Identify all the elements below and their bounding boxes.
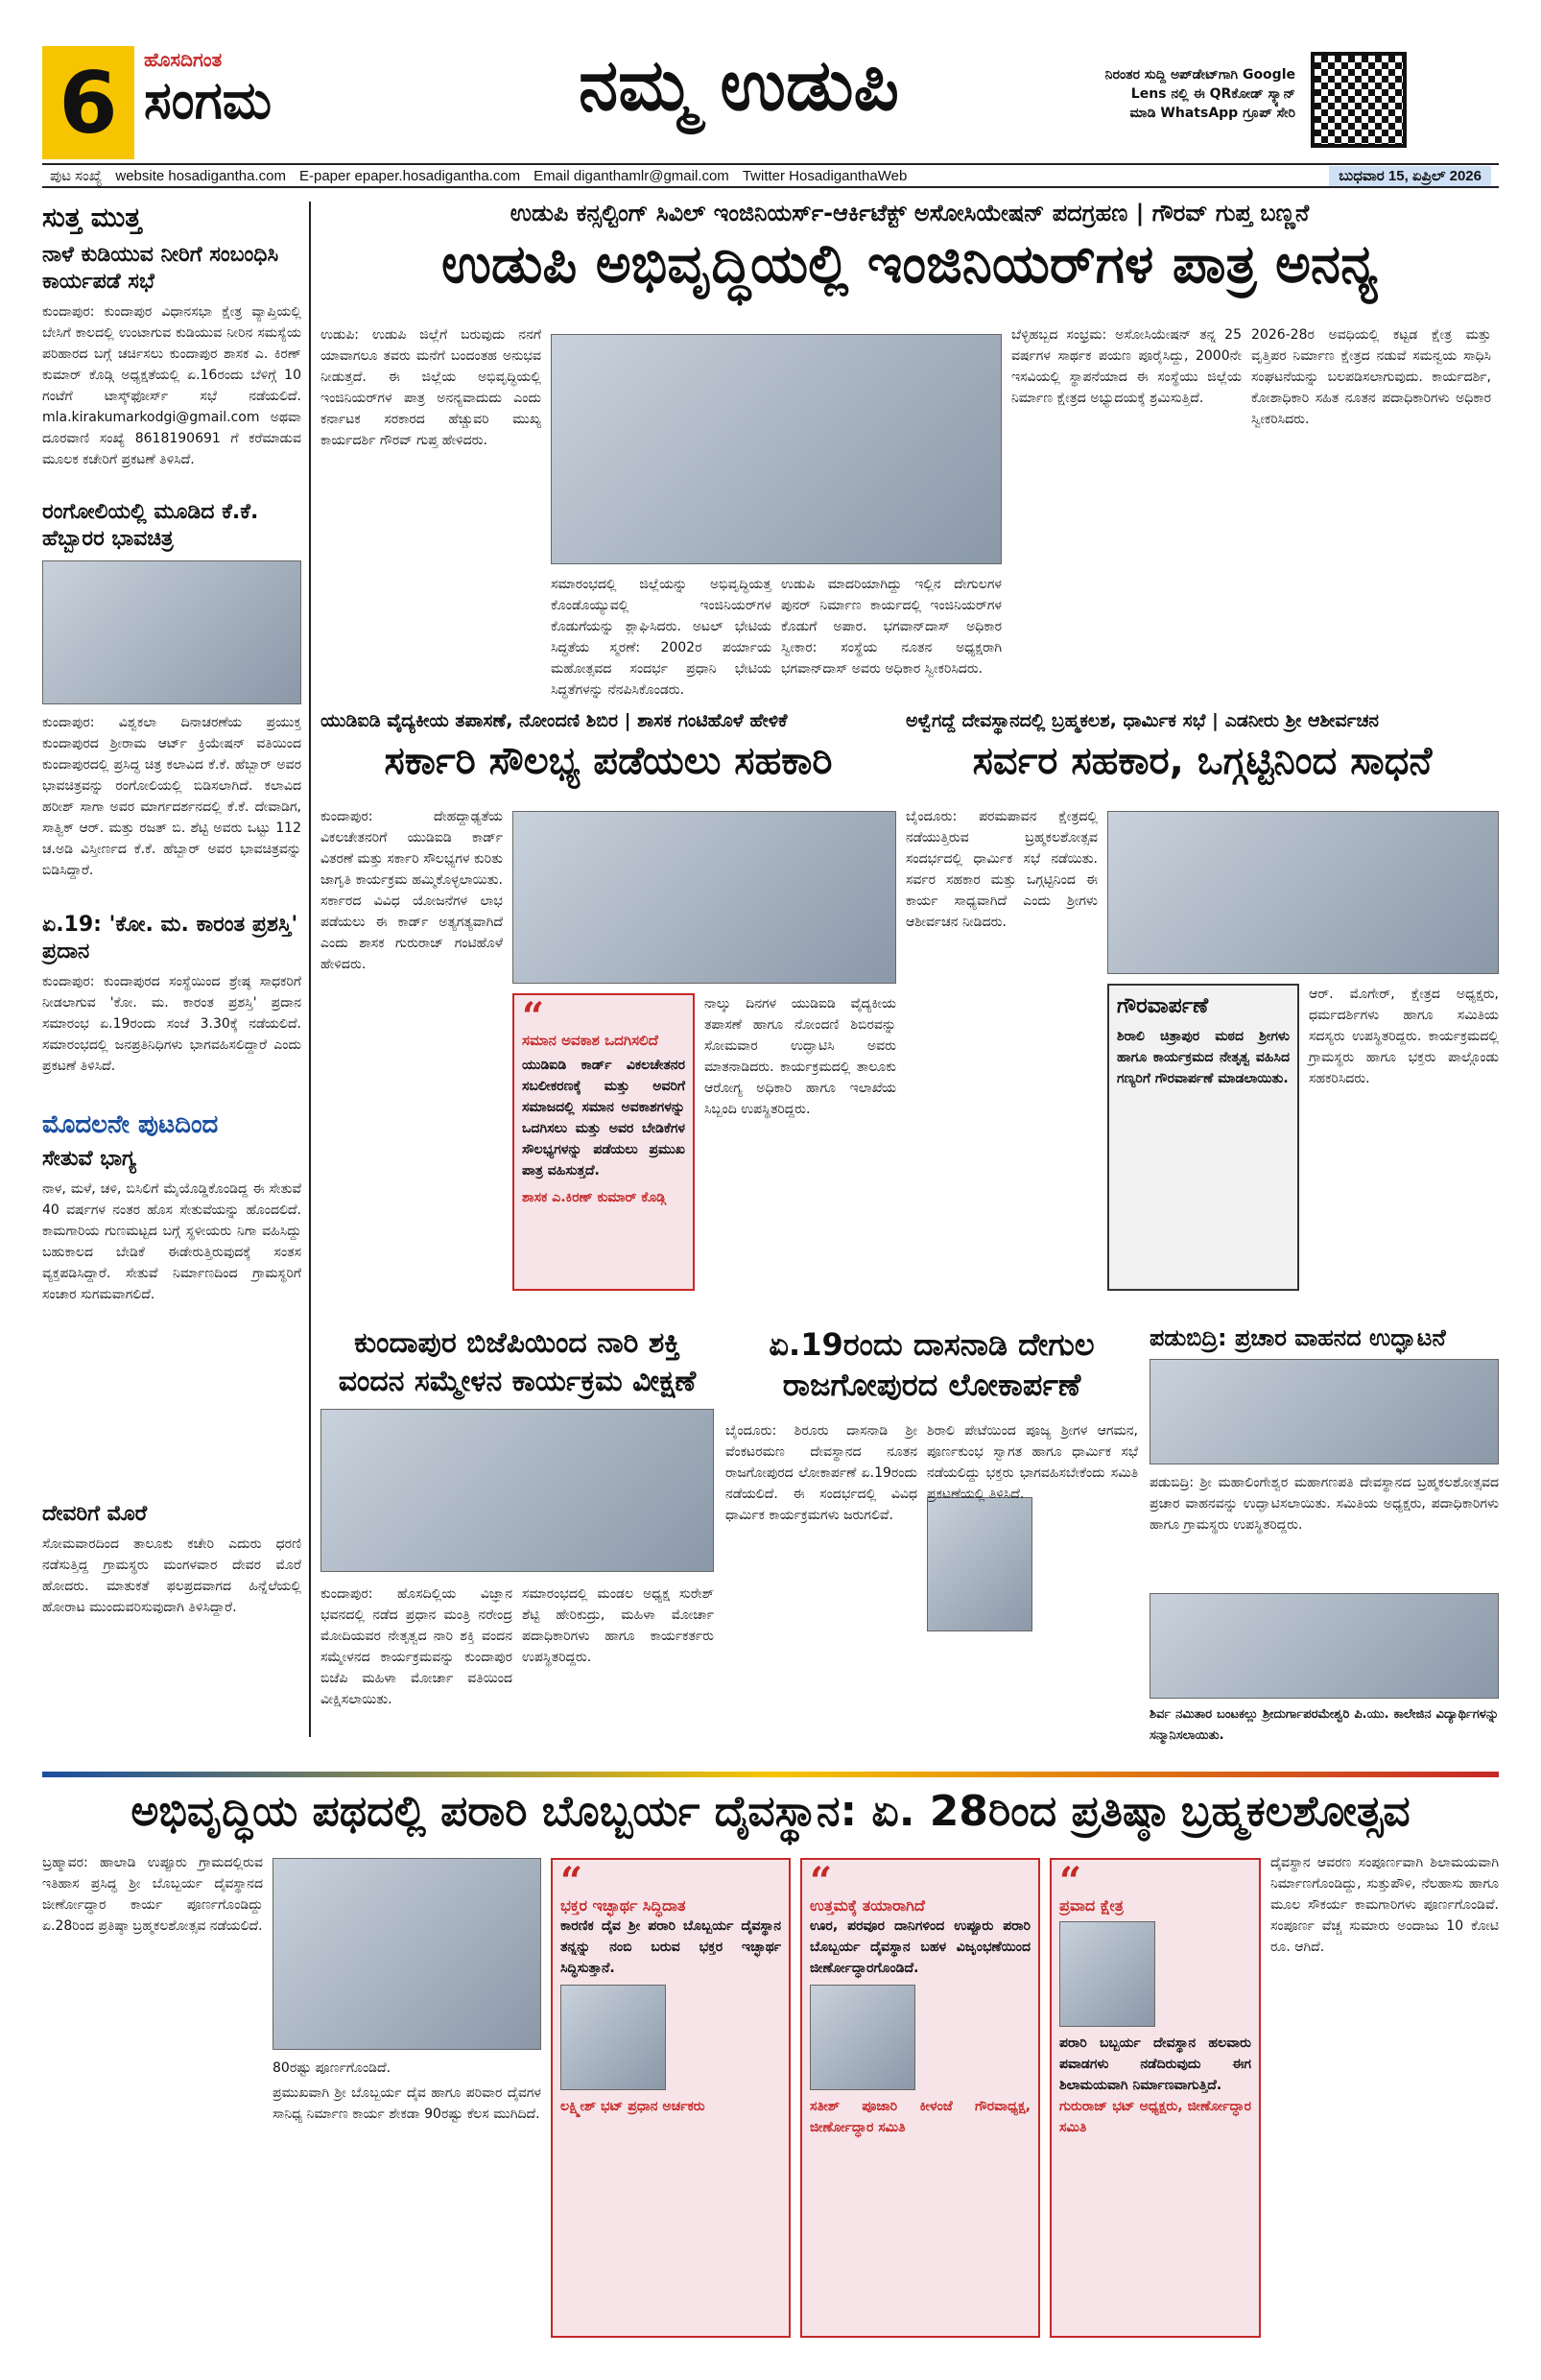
low3-c1: ಪಡುಬಿದ್ರಿ: ಶ್ರೀ ಮಹಾಲಿಂಗೇಶ್ವರ ಮಹಾಗಣಪತಿ ದೇವಸ್ಥಾನದ ಬ್ರಹ್ಮಕಲಶೋತ್ಸವದ ಪ್ರಚಾರ ವಾಹನವನ್ನು ಉದ್ಘಾಟಿಸಲಾಯಿತು. ಸಮಿತಿಯ ಅಧ್ಯಕ್ಷರು, ಪದಾಧಿಕಾರಿಗಳು ಹಾಗೂ ಗ್ರಾಮಸ್ಥರು ಉಪಸ್ಥಿತರಿದ್ದರು.: [1150, 1475, 1499, 1533]
twitter-link[interactable]: Twitter HosadiganthaWeb: [742, 167, 908, 184]
mid1-quote-box: [512, 993, 695, 1291]
low-story-1: [320, 1324, 714, 1756]
left-h3: ಏ.19: 'ಕೋ. ಮ. ಕಾರಂತ ಪ್ರಶಸ್ತಿ' ಪ್ರದಾನ: [42, 913, 298, 964]
top-headline: ಉಡುಪಿ ಅಭಿವೃದ್ಧಿಯಲ್ಲಿ ಇಂಜಿನಿಯರ್‌ಗಳ ಪಾತ್ರ ಅನನ್ಯ: [441, 233, 1378, 296]
low1-c1: ಕುಂದಾಪುರ: ಹೊಸದಿಲ್ಲಿಯ ವಿಜ್ಞಾನ ಭವನದಲ್ಲಿ ನಡೆದ ಪ್ರಧಾನ ಮಂತ್ರಿ ನರೇಂದ್ರ ಮೋದಿಯವರ ನೇತೃತ್ವದ ನಾರಿ ಶಕ್ತಿ ವಂದನ ಸಮ್ಮೇಳನದ ಕಾರ್ಯಕ್ರಮವನ್ನು ಕುಂದಾಪುರ ಬಿಜೆಪಿ ಮಹಿಳಾ ಮೋರ್ಚಾ ವತಿಯಿಂದ ವೀಕ್ಷಿಸಲಾಯಿತು.: [320, 1586, 512, 1707]
top-c3: ಉಡುಪಿ ಮಾದರಿಯಾಗಿದ್ದು ಇಲ್ಲಿನ ದೇಗುಲಗಳ ಪುನರ್ ನಿರ್ಮಾಣ ಕಾರ್ಯದಲ್ಲಿ ಇಂಜಿನಿಯರ್‌ಗಳ ಕೊಡುಗೆ ಅಪಾರ. ಭಗವಾನ್‌ದಾಸ್ ಅಧಿಕಾರ ಸ್ವೀಕಾರ: ಸಂಸ್ಥೆಯ ನೂತನ ಅಧ್ಯಕ್ಷರಾಗಿ ಭಗವಾನ್‌ದಾಸ್ ಅವರು ಅಧಿಕಾರ ಸ್ವೀಕರಿಸಿದರು.: [781, 577, 1002, 677]
low-story-3: [1150, 1324, 1499, 1756]
mid1-quote-title: ಸಮಾನ ಅವಕಾಶ ಒದಗಿಸಲಿದೆ: [522, 1032, 658, 1049]
low3-photo-2: [1150, 1593, 1499, 1699]
left-p1: ಕುಂದಾಪುರ: ಕುಂದಾಪುರ ವಿಧಾನಸಭಾ ಕ್ಷೇತ್ರ ವ್ಯಾಪ್ತಿಯಲ್ಲಿ ಬೇಸಿಗೆ ಕಾಲದಲ್ಲಿ ಉಂಟಾಗುವ ಕುಡಿಯುವ ನೀರಿನ ಸಮಸ್ಯೆಯ ಪರಿಹಾರದ ಬಗ್ಗೆ ಚರ್ಚಿಸಲು ಕುಂದಾಪುರ ಶಾಸಕ ಎ. ಕಿರಣ್ ಕುಮಾರ್ ಕೊಡ್ಗಿ ಅಧ್ಯಕ್ಷತೆಯಲ್ಲಿ ಏ.16ರಂದು ಬೆಳಿಗ್ಗೆ 10 ಗಂಟೆಗೆ ಟಾಸ್ಕ್‌ಫೋರ್ಸ್ ಸಭೆ ನಡೆಯಲಿದೆ. mla.kirakumarkodgi@gmail.com ಅಥವಾ ದೂರವಾಣಿ ಸಂಖ್ಯೆ 8618190691 ಗೆ ಕರೆಮಾಡುವ ಮೂಲಕ ಕಚೇರಿಗೆ ಪ್ರಕಟಣೆ ತಿಳಿಸಿದೆ.: [42, 304, 301, 467]
bottom-story: [42, 1785, 1499, 2361]
mid2-kicker: ಅಳ್ವೆಗದ್ದೆ ದೇವಸ್ಥಾನದಲ್ಲಿ ಬ್ರಹ್ಮಕಲಶ, ಧಾರ್ಮಿಕ ಸಭೆ | ಎಡನೀರು ಶ್ರೀ ಆಶೀರ್ವಚನ: [906, 710, 1379, 731]
quote-icon: “: [810, 1859, 833, 1904]
mid2-box-title: ಗೌರವಾರ್ಪಣೆ: [1117, 994, 1209, 1018]
mid1-quote-body: ಯುಡಿಐಡಿ ಕಾರ್ಡ್ ವಿಕಲಚೇತನರ ಸಬಲೀಕರಣಕ್ಕೆ ಮತ್ತು ಅವರಿಗೆ ಸಮಾಜದಲ್ಲಿ ಸಮಾನ ಅವಕಾಶಗಳನ್ನು ಒದಗಿಸಲು ಮತ್ತು ಅವರ ಬೇಡಿಕೆಗಳ ಸೌಲಭ್ಯಗಳನ್ನು ಪಡೆಯಲು ಪ್ರಮುಖ ಪಾತ್ರ ವಹಿಸುತ್ತದೆ.: [522, 1058, 685, 1178]
bottom-photo-caption: 80ರಷ್ಟು ಪೂರ್ಣಗೊಂಡಿದೆ.: [273, 2060, 391, 2076]
quote-icon: “: [1059, 1859, 1082, 1904]
rangoli-photo: [42, 560, 301, 704]
left-p3: ಕುಂದಾಪುರ: ಕುಂದಾಪುರದ ಸಂಸ್ಥೆಯಿಂದ ಶ್ರೇಷ್ಠ ಸಾಧಕರಿಗೆ ನೀಡಲಾಗುವ 'ಕೋ. ಮ. ಕಾರಂತ ಪ್ರಶಸ್ತಿ' ಪ್ರದಾನ ಸಮಾರಂಭ ಏ.19ರಂದು ಸಂಜೆ 3.30ಕ್ಕೆ ನಡೆಯಲಿದೆ. ಸಮಾರಂಭದಲ್ಲಿ ಜನಪ್ರತಿನಿಧಿಗಳು ಭಾಗವಹಿಸಲಿದ್ದಾರೆ ಎಂದು ಪ್ರಕಟಣೆ ತಿಳಿಸಿದೆ.: [42, 974, 301, 1074]
website-link[interactable]: website hosadigantha.com: [115, 167, 286, 184]
q1-title: ಭಕ್ತರ ಇಚ್ಛಾರ್ಥ ಸಿದ್ಧಿದಾತ: [560, 1896, 686, 1915]
top-kicker: ಉಡುಪಿ ಕನ್ಸಲ್ಟಿಂಗ್ ಸಿವಿಲ್ ಇಂಜಿನಿಯರ್ಸ್-ಆರ್ಕಿಟೆಕ್ಟ್ ಅಸೋಸಿಯೇಷನ್ ಪದಗ್ರಹಣ | ಗೌರವ್ ಗುಪ್ತ ಬಣ್ಣನೆ: [510, 200, 1310, 226]
mid2-box: [1107, 984, 1299, 1291]
info-bar: [42, 163, 1499, 188]
brand-big: ಸಂಗಮ: [144, 70, 273, 131]
brand-small: ಹೊಸದಿಗಂತ: [144, 48, 223, 71]
top-photo: [551, 334, 1002, 564]
top-c4: ಬೆಳ್ಳಿಹಬ್ಬದ ಸಂಭ್ರಮ: ಅಸೋಸಿಯೇಷನ್ ತನ್ನ 25 ವರ್ಷಗಳ ಸಾರ್ಥಕ ಪಯಣ ಪೂರೈಸಿದ್ದು, 2000ನೇ ಇಸವಿಯಲ್ಲಿ ಸ್ಥಾಪನೆಯಾದ ಈ ಸಂಸ್ಥೆಯು ಜಿಲ್ಲೆಯ ನಿರ್ಮಾಣ ಕ್ಷೇತ್ರದ ಅಭ್ಯುದಯಕ್ಕೆ ಶ್ರಮಿಸುತ್ತಿದೆ.: [1011, 327, 1242, 406]
mid1-kicker: ಯುಡಿಐಡಿ ವೈದ್ಯಕೀಯ ತಪಾಸಣೆ, ನೋಂದಣಿ ಶಿಬಿರ | ಶಾಸಕ ಗಂಟಿಹೊಳೆ ಹೇಳಿಕೆ: [320, 710, 788, 731]
quote-icon: “: [560, 1859, 583, 1904]
mid2-headline: ಸರ್ವರ ಸಹಕಾರ, ಒಗ್ಗಟ್ಟಿನಿಂದ ಸಾಧನೆ: [972, 739, 1433, 783]
bottom-quote-2: [800, 1858, 1040, 2338]
page-number: 6: [42, 46, 134, 159]
q1-by: ಲಕ್ಷ್ಮೀಶ್ ಭಟ್ ಪ್ರಧಾನ ಅರ್ಚಕರು: [560, 2099, 705, 2114]
low2-c1: ಬೈಂದೂರು: ಶಿರೂರು ದಾಸನಾಡಿ ಶ್ರೀ ವೆಂಕಟರಮಣ ದೇವಸ್ಥಾನದ ನೂತನ ರಾಜಗೋಪುರದ ಲೋಕಾರ್ಪಣೆ ಏ.19ರಂದು ನಡೆಯಲಿದೆ. ಈ ಸಂದರ್ಭದಲ್ಲಿ ವಿವಿಧ ಧಾರ್ಮಿಕ ಕಾರ್ಯಕ್ರಮಗಳು ಜರುಗಲಿವೆ.: [725, 1423, 917, 1523]
mid1-photo: [512, 811, 896, 984]
bottom-c1: ಬ್ರಹ್ಮಾವರ: ಹಾಲಾಡಿ ಉಪ್ಪೂರು ಗ್ರಾಮದಲ್ಲಿರುವ ಇತಿಹಾಸ ಪ್ರಸಿದ್ಧ ಶ್ರೀ ಬೊಬ್ಬರ್ಯ ದೈವಸ್ಥಾನದ ಜೀರ್ಣೋದ್ಧಾರ ಕಾರ್ಯ ಪೂರ್ಣಗೊಂಡಿದ್ದು ಏ.28ರಿಂದ ಪ್ರತಿಷ್ಠಾ ಬ್ರಹ್ಮಕಲಶೋತ್ಸವ ನಡೆಯಲಿದೆ.: [42, 1855, 263, 1934]
quote-icon: “: [522, 994, 545, 1039]
q2-body: ಊರ, ಪರವೂರ ದಾನಿಗಳಿಂದ ಉಪ್ಪೂರು ಪರಾರಿ ಬೊಬ್ಬರ್ಯ ದೈವಸ್ಥಾನ ಬಹಳ ವಿಜೃಂಭಣೆಯಿಂದ ಜೀರ್ಣೋದ್ಧಾರಗೊಂಡಿದೆ.: [810, 1918, 1031, 1976]
left-p2: ಕುಂದಾಪುರ: ವಿಶ್ವಕಲಾ ದಿನಾಚರಣೆಯ ಪ್ರಯುಕ್ತ ಕುಂದಾಪುರದ ಶ್ರೀರಾಮ ಆರ್ಟ್ ಕ್ರಿಯೇಷನ್ ವತಿಯಿಂದ ಕುಂದಾಪುರದಲ್ಲಿ ಪ್ರಸಿದ್ಧ ಚಿತ್ರ ಕಲಾವಿದ ಕೆ.ಕೆ. ಹೆಬ್ಬಾರ್ ಅವರ ಭಾವಚಿತ್ರವನ್ನು ರಂಗೋಲಿಯಲ್ಲಿ ಬಿಡಿಸಲಾಗಿದೆ. ಕಲಾವಿದ ಹರೀಶ್ ಸಾಗಾ ಅವರ ಮಾರ್ಗದರ್ಶನದಲ್ಲಿ ಕೆ.ಕೆ. ದೇವಾಡಿಗ, ಸಾತ್ವಿಕ್ ಆರ್. ಮತ್ತು ರಜತ್ ಬಿ. ಶೆಟ್ಟಿ ಅವರು ಒಟ್ಟು 112 ಚ.ಅಡಿ ವಿಸ್ತೀರ್ಣದ ಕೆ.ಕೆ. ಹೆಬ್ಬಾರ್ ಅವರ ಭಾವಚಿತ್ರವನ್ನು ಬಿಡಿಸಿದ್ದಾರೆ.: [42, 715, 301, 878]
issue-date: ಬುಧವಾರ 15, ಏಪ್ರಿಲ್ 2026: [1329, 166, 1491, 186]
top-c1: ಉಡುಪಿ: ಉಡುಪಿ ಜಿಲ್ಲೆಗೆ ಬರುವುದು ನನಗೆ ಯಾವಾಗಲೂ ತವರು ಮನೆಗೆ ಬಂದಂತಹ ಅನುಭವ ನೀಡುತ್ತದೆ. ಈ ಜಿಲ್ಲೆಯ ಅಭಿವೃದ್ಧಿಯಲ್ಲಿ ಇಂಜಿನಿಯರ್‌ಗಳ ಪಾತ್ರ ಅನನ್ಯವಾದುದು ಎಂದು ಕರ್ನಾಟಕ ಸರಕಾರದ ಹೆಚ್ಚುವರಿ ಮುಖ್ಯ ಕಾರ್ಯದರ್ಶಿ ಗೌರವ್ ಗುಪ್ತ ಹೇಳಿದರು.: [320, 327, 541, 448]
q3-title: ಪ್ರವಾದ ಕ್ಷೇತ್ರ: [1059, 1896, 1124, 1915]
low-story-2: [725, 1324, 1138, 1756]
q2-by: ಸತೀಶ್ ಪೂಜಾರಿ ಕೀಳಂಜೆ ಗೌರವಾಧ್ಯಕ್ಷ, ಜೀರ್ಣೋದ್ಧಾರ ಸಮಿತಿ: [810, 2099, 1031, 2135]
mid2-c2: ಆರ್. ಮೊಗೇರ್, ಕ್ಷೇತ್ರದ ಅಧ್ಯಕ್ಷರು, ಧರ್ಮದರ್ಶಿಗಳು ಹಾಗೂ ಸಮಿತಿಯ ಸದಸ್ಯರು ಉಪಸ್ಥಿತರಿದ್ದರು. ಕಾರ್ಯಕ್ರಮದಲ್ಲಿ ಗ್ರಾಮಸ್ಥರು ಹಾಗೂ ಭಕ್ತರು ಪಾಲ್ಗೊಂಡು ಸಹಕರಿಸಿದರು.: [1309, 987, 1499, 1086]
top-story: [320, 200, 1499, 699]
low1-photo: [320, 1409, 714, 1572]
low1-headline: ಕುಂದಾಪುರ ಬಿಜೆಪಿಯಿಂದ ನಾರಿ ಶಕ್ತಿ ವಂದನ ಸಮ್ಮೇಳನ ಕಾರ್ಯಕ್ರಮ ವೀಕ್ಷಣೆ: [338, 1326, 697, 1398]
mid1-c2: ನಾಲ್ಕು ದಿನಗಳ ಯುಡಿಐಡಿ ವೈದ್ಯಕೀಯ ತಪಾಸಣೆ ಹಾಗೂ ನೋಂದಣಿ ಶಿಬಿರವನ್ನು ಸೋಮವಾರ ಉದ್ಘಾಟಿಸಿ ಅವರು ಮಾತನಾಡಿದರು. ಕಾರ್ಯಕ್ರಮದಲ್ಲಿ ತಾಲೂಕು ಆರೋಗ್ಯ ಅಧಿಕಾರಿ ಹಾಗೂ ಇಲಾಖೆಯ ಸಿಬ್ಬಂದಿ ಉಪಸ್ಥಿತರಿದ್ದರು.: [704, 996, 896, 1117]
epaper-link[interactable]: E-paper epaper.hosadigantha.com: [299, 167, 521, 184]
bottom-quote-1: [551, 1858, 791, 2338]
qr-code-icon[interactable]: [1311, 52, 1407, 148]
first-page-continued: ಮೊದಲನೇ ಪುಟದಿಂದ: [42, 1110, 219, 1139]
q1-portrait: [560, 1985, 666, 2090]
top-c5: 2026-28ರ ಅವಧಿಯಲ್ಲಿ ಕಟ್ಟಡ ಕ್ಷೇತ್ರ ಮತ್ತು ವೃತ್ತಿಪರ ನಿರ್ಮಾಣ ಕ್ಷೇತ್ರದ ನಡುವೆ ಸಮನ್ವಯ ಸಾಧಿಸಿ ಸಂಘಟನೆಯನ್ನು ಬಲಪಡಿಸಲಾಗುವುದು. ಕಾರ್ಯದರ್ಶಿ, ಕೋಶಾಧಿಕಾರಿ ಸಹಿತ ನೂತನ ಪದಾಧಿಕಾರಿಗಳು ಅಧಿಕಾರ ಸ್ವೀಕರಿಸಿದರು.: [1251, 327, 1491, 427]
mid2-c1: ಬೈಂದೂರು: ಪರಮಪಾವನ ಕ್ಷೇತ್ರದಲ್ಲಿ ನಡೆಯುತ್ತಿರುವ ಬ್ರಹ್ಮಕಲಶೋತ್ಸವ ಸಂದರ್ಭದಲ್ಲಿ ಧಾರ್ಮಿಕ ಸಭೆ ನಡೆಯಿತು. ಸರ್ವರ ಸಹಕಾರ ಮತ್ತು ಒಗ್ಗಟ್ಟಿನಿಂದ ಈ ಕಾರ್ಯ ಸಾಧ್ಯವಾಗಿದೆ ಎಂದು ಶ್ರೀಗಳು ಆಶೀರ್ವಚನ ನೀಡಿದರು.: [906, 809, 1098, 930]
low2-c2: ಶಿರಾಲಿ ಪೇಟೆಯಿಂದ ಪೂಜ್ಯ ಶ್ರೀಗಳ ಆಗಮನ, ಪೂರ್ಣಕುಂಭ ಸ್ವಾಗತ ಹಾಗೂ ಧಾರ್ಮಿಕ ಸಭೆ ನಡೆಯಲಿದ್ದು ಭಕ್ತರು ಭಾಗವಹಿಸಬೇಕೆಂದು ಸಮಿತಿ ಪ್ರಕಟಣೆಯಲ್ಲಿ ತಿಳಿಸಿದೆ.: [927, 1423, 1138, 1502]
q3-body: ಪರಾರಿ ಬಬ್ಬರ್ಯ ದೇವಸ್ಥಾನ ಹಲವಾರು ಪವಾಡಗಳು ನಡೆದಿರುವುದು ಈಗ ಶಿಲಾಮಯವಾಗಿ ನಿರ್ಮಾಣವಾಗುತ್ತಿದೆ.: [1059, 2035, 1251, 2093]
bottom-photo: [273, 1858, 541, 2050]
mid2-photo: [1107, 811, 1499, 974]
left-h1: ನಾಳೆ ಕುಡಿಯುವ ನೀರಿಗೆ ಸಂಬಂಧಿಸಿ ಕಾರ್ಯಪಡೆ ಸಭೆ: [42, 243, 279, 294]
mid1-quote-by: ಶಾಸಕ ಎ.ಕಿರಣ್ ಕುಮಾರ್ ಕೊಡ್ಗಿ: [522, 1190, 666, 1205]
top-c2: ಸಮಾರಂಭದಲ್ಲಿ ಜಿಲ್ಲೆಯನ್ನು ಅಭಿವೃದ್ಧಿಯತ್ತ ಕೊಂಡೊಯ್ಯುವಲ್ಲಿ ಇಂಜಿನಿಯರ್‌ಗಳ ಕೊಡುಗೆಯನ್ನು ಶ್ಲಾಘಿಸಿದರು. ಅಟಲ್ ಭೇಟಿಯ ಸಿದ್ಧತೆಯ ಸ್ಮರಣೆ: 2002ರ ಪರ್ಯಾಯ ಮಹೋತ್ಸವದ ಸಂದರ್ಭ ಪ್ರಧಾನಿ ಭೇಟಿಯ ಸಿದ್ಧತೆಗಳನ್ನು ನೆನಪಿಸಿಕೊಂಡರು.: [551, 577, 771, 698]
mid-story-2: [906, 710, 1499, 1305]
left-h4: ಸೇತುವೆ ಭಾಗ್ಯ: [42, 1147, 136, 1171]
left-h5: ದೇವರಿಗೆ ಮೊರೆ: [42, 1502, 148, 1526]
q1-body: ಕಾರಣಿಕ ದೈವ ಶ್ರೀ ಪರಾರಿ ಬೊಬ್ಬರ್ಯ ದೈವಸ್ಥಾನ ತನ್ನನ್ನು ನಂಬಿ ಬರುವ ಭಕ್ತರ ಇಚ್ಛಾರ್ಥ ಸಿದ್ಧಿಸುತ್ತಾನೆ.: [560, 1918, 781, 1976]
left-p5: ಸೋಮವಾರದಿಂದ ತಾಲೂಕು ಕಚೇರಿ ಎದುರು ಧರಣಿ ನಡೆಸುತ್ತಿದ್ದ ಗ್ರಾಮಸ್ಥರು ಮಂಗಳವಾರ ದೇವರ ಮೊರೆ ಹೋದರು. ಮಾತುಕತೆ ಫಲಪ್ರದವಾಗದ ಹಿನ್ನೆಲೆಯಲ್ಲಿ ಹೋರಾಟ ಮುಂದುವರಿಸುವುದಾಗಿ ತಿಳಿಸಿದ್ದಾರೆ.: [42, 1536, 301, 1615]
low2-photo: [927, 1497, 1032, 1631]
low3-headline: ಪಡುಬಿದ್ರಿ: ಪ್ರಚಾರ ವಾಹನದ ಉದ್ಘಾಟನೆ: [1150, 1324, 1446, 1351]
mid-story-1: [320, 710, 896, 1305]
left-column: [42, 202, 301, 1766]
qr-note: ನಿರಂತರ ಸುದ್ದಿ ಅಪ್‌ಡೇಟ್‌ಗಾಗಿ Google Lens ನಲ್ಲಿ ಈ QRಕೋಡ್ ಸ್ಕ್ಯಾನ್ ಮಾಡಿ WhatsApp ಗ್ರೂಪ್ ಸೇರಿ: [1104, 67, 1295, 121]
bottom-quote-3: [1050, 1858, 1261, 2338]
bottom-c2: ಪ್ರಮುಖವಾಗಿ ಶ್ರೀ ಬೊಬ್ಬರ್ಯ ದೈವ ಹಾಗೂ ಪರಿವಾರ ದೈವಗಳ ಸಾನಿಧ್ಯ ನಿರ್ಮಾಣ ಕಾರ್ಯ ಶೇಕಡಾ 90ರಷ್ಟು ಕೆಲಸ ಮುಗಿದಿದೆ.: [273, 2085, 541, 2122]
email-link[interactable]: Email diganthamlr@gmail.com: [533, 167, 729, 184]
low1-c2: ಸಮಾರಂಭದಲ್ಲಿ ಮಂಡಲ ಅಧ್ಯಕ್ಷ ಸುರೇಶ್ ಶೆಟ್ಟಿ ಹೇರಿಕುದ್ರು, ಮಹಿಳಾ ಮೋರ್ಚಾ ಪದಾಧಿಕಾರಿಗಳು ಹಾಗೂ ಕಾರ್ಯಕರ್ತರು ಉಪಸ್ಥಿತರಿದ್ದರು.: [522, 1586, 714, 1665]
q3-portrait: [1059, 1921, 1155, 2027]
left-p4: ನಾಳ, ಮಳೆ, ಚಳಿ, ಬಿಸಿಲಿಗೆ ಮೈಯೊಡ್ಡಿಕೊಂಡಿದ್ದ ಈ ಸೇತುವೆ 40 ವರ್ಷಗಳ ನಂತರ ಹೊಸ ಸೇತುವೆಯನ್ನು ಹೊಂದಲಿದೆ. ಕಾಮಗಾರಿಯ ಗುಣಮಟ್ಟದ ಬಗ್ಗೆ ಸ್ಥಳೀಯರು ನಿಗಾ ವಹಿಸಿದ್ದು ಬಹುಕಾಲದ ಬೇಡಿಕೆ ಈಡೇರುತ್ತಿರುವುದಕ್ಕೆ ಸಂತಸ ವ್ಯಕ್ತಪಡಿಸಿದ್ದಾರೆ. ಸೇತುವೆ ನಿರ್ಮಾಣದಿಂದ ಗ್ರಾಮಸ್ಥರಿಗೆ ಸಂಚಾರ ಸುಗಮವಾಗಲಿದೆ.: [42, 1181, 301, 1302]
q3-by: ಗುರುರಾಜ್ ಭಟ್ ಅಧ್ಯಕ್ಷರು, ಜೀರ್ಣೋದ್ಧಾರ ಸಮಿತಿ: [1059, 2099, 1251, 2135]
section-title: ಸುತ್ತ ಮುತ್ತ: [42, 202, 142, 233]
mid1-c1: ಕುಂದಾಪುರ: ದೇಹದ್ದಾಢ್ಯತೆಯ ವಿಕಲಚೇತನರಿಗೆ ಯುಡಿಐಡಿ ಕಾರ್ಡ್ ವಿತರಣೆ ಮತ್ತು ಸರ್ಕಾರಿ ಸೌಲಭ್ಯಗಳ ಕುರಿತು ಜಾಗೃತಿ ಕಾರ್ಯಕ್ರಮ ಹಮ್ಮಿಕೊಳ್ಳಲಾಯಿತು. ಸರ್ಕಾರದ ವಿವಿಧ ಯೋಜನೆಗಳ ಲಾಭ ಪಡೆಯಲು ಈ ಕಾರ್ಡ್ ಅತ್ಯಗತ್ಯವಾಗಿದೆ ಎಂದು ಶಾಸಕ ಗುರುರಾಜ್ ಗಂಟಿಹೊಳೆ ಹೇಳಿದರು.: [320, 809, 503, 972]
q2-portrait: [810, 1985, 915, 2090]
low2-headline: ಏ.19ರಂದು ದಾಸನಾಡಿ ದೇಗುಲ ರಾಜಗೋಪುರದ ಲೋಕಾರ್ಪಣೆ: [769, 1326, 1095, 1403]
left-h2: ರಂಗೋಲಿಯಲ್ಲಿ ಮೂಡಿದ ಕೆ.ಕೆ. ಹೆಬ್ಬಾರರ ಭಾವಚಿತ್ರ: [42, 500, 259, 551]
bottom-headline: ಅಭಿವೃದ್ಧಿಯ ಪಥದಲ್ಲಿ ಪರಾರಿ ಬೊಬ್ಬರ್ಯ ದೈವಸ್ಥಾನ: ಏ. 28ರಿಂದ ಪ್ರತಿಷ್ಠಾ ಬ್ರಹ್ಮಕಲಶೋತ್ಸವ: [130, 1787, 1411, 1836]
low3-caption: ಶಿರ್ವ ನಮಿತಾರ ಬಂಟಕಲ್ಲು ಶ್ರೀದುರ್ಗಾಪರಮೇಶ್ವರಿ ಪಿ.ಯು. ಕಾಲೇಜಿನ ವಿದ್ಯಾರ್ಥಿಗಳನ್ನು ಸನ್ಮಾನಿಸಲಾಯಿತು.: [1150, 1707, 1499, 1743]
mid2-box-body: ಶಿರಾಲಿ ಚಿತ್ರಾಪುರ ಮಠದ ಶ್ರೀಗಳು ಹಾಗೂ ಕಾರ್ಯಕ್ರಮದ ನೇತೃತ್ವ ವಹಿಸಿದ ಗಣ್ಯರಿಗೆ ಗೌರವಾರ್ಪಣೆ ಮಾಡಲಾಯಿತು.: [1117, 1029, 1290, 1086]
page-label: ಪುಟ ಸಂಖ್ಯೆ: [50, 167, 103, 184]
bottom-c3: ದೈವಸ್ಥಾನ ಆವರಣ ಸಂಪೂರ್ಣವಾಗಿ ಶಿಲಾಮಯವಾಗಿ ನಿರ್ಮಾಣಗೊಂಡಿದ್ದು, ಸುತ್ತುಪೌಳಿ, ನೆಲಹಾಸು ಹಾಗೂ ಮೂಲ ಸೌಕರ್ಯ ಕಾಮಗಾರಿಗಳು ಪೂರ್ಣಗೊಂಡಿವೆ. ಸಂಪೂರ್ಣ ವೆಚ್ಚ ಸುಮಾರು ಅಂದಾಜು 10 ಕೋಟಿ ರೂ. ಆಗಿದೆ.: [1270, 1855, 1499, 1955]
brand-logo: [144, 48, 441, 134]
low3-photo: [1150, 1359, 1499, 1464]
edition-title: ನಮ್ಮ ಉಡುಪಿ: [579, 44, 899, 127]
q2-title: ಉತ್ತಮಕ್ಕೆ ತಯಾರಾಗಿದೆ: [810, 1896, 925, 1915]
mid1-headline: ಸರ್ಕಾರಿ ಸೌಲಭ್ಯ ಪಡೆಯಲು ಸಹಕಾರಿ: [384, 739, 833, 783]
